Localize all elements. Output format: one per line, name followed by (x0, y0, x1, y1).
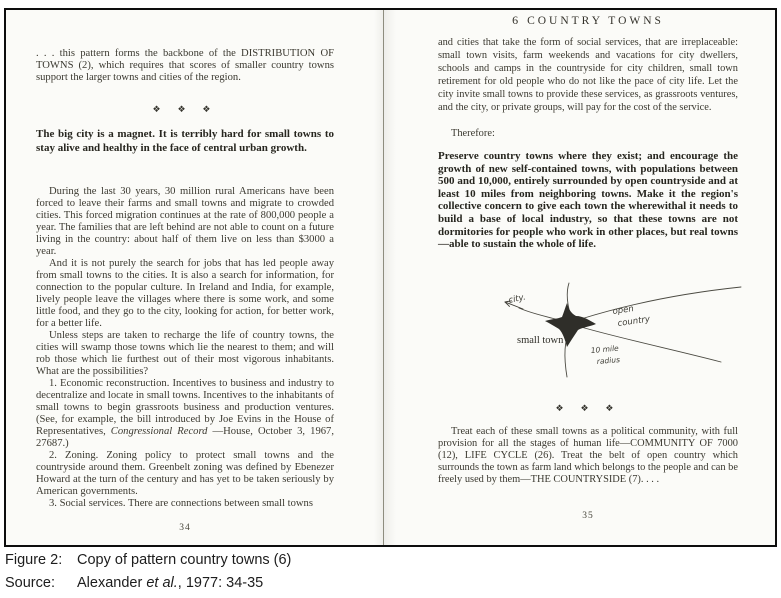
left-page (36, 10, 334, 545)
item-economic-tail: —House, October 3, 1967, 27687.) (36, 426, 334, 449)
paragraph-services: and cities that take the form of social services, that are irreplaceable: small town visits, farm weekends and vacations for city dwellers, schools and camps in the countryside for city children, small town retirement for old people who do not like the pace of city life. Let the city invite small towns to provide these services, as grassroots ventures, and the city, or private groups, will pay for the cost of the service. (438, 37, 738, 113)
diagram-open-country-label-line1: open (612, 304, 635, 317)
book-scan (4, 8, 777, 547)
diagram-open-country-label-line2: country (617, 314, 651, 329)
paragraph-search: And it is not purely the search for jobs that has led people away from small towns to the cities. It is also a search for information, for connection to the popular culture. In Ireland and India, for example, lively people leave the villages where there is some work, and some little food, and they go to the city, looking for action, for better work, for a better life. (36, 258, 334, 329)
item-economic-text: 1. Economic reconstruction. Incentives to business and industry to decentralize and locate in small towns. Incentives to the inhabitants of small towns to begin grassroots business and production ventures. (See, for example, the bill introduced by Joe Evins in the House of Representatives, (36, 378, 334, 437)
numbered-item-zoning: 2. Zoning. Zoning policy to protect small towns and the countryside around them. Greenbelt zoning was defined by Ebenezer Howard at the turn of the century and has yet to be taken seriously by American governments. (36, 450, 334, 497)
source-year-pages: , 1977: 34-35 (177, 575, 264, 591)
closing-paragraph: Treat each of these small towns as a political community, with full provision for all the stages of human life—COMMUNITY OF 7000 (12), LIFE CYCLE (26). Treat the belt of open country which surrounds the town as farm land which belongs to the people and can be freely used by them—THE COUNTRYSIDE (7). . . . (438, 426, 738, 485)
page-gutter-line (383, 10, 384, 545)
running-header (438, 13, 738, 28)
chapter-title: COUNTRY TOWNS (527, 15, 664, 27)
chapter-number: 6 (512, 13, 519, 27)
page-number-34: 34 (179, 523, 191, 533)
figure-caption (5, 552, 745, 598)
pattern-diagram (493, 281, 745, 401)
figure-title: Copy of pattern country towns (6) (77, 552, 292, 568)
caption-figure-row (5, 552, 745, 575)
diagram-city-label: city. (507, 292, 527, 306)
item-economic-italic: Congressional Record (110, 426, 208, 437)
numbered-item-economic (36, 378, 334, 450)
ornament-left: ❖ ❖ ❖ (152, 105, 218, 115)
solution-statement: Preserve country towns where they exist; and encourage the growth of new self-contained towns, with populations between 500 and 10,000, entirely surrounded by open countryside and at least 10 miles from neighboring towns. Make it the region's collective concern to give each town the wherewithal it needs to build a base of local industry, so that these towns are not dormitories for people who work in other places, but real towns—able to sustain the whole of life. (438, 150, 738, 251)
right-page (438, 10, 738, 545)
diagram-radius-label-line2: radius (596, 355, 621, 366)
diagram-small-town-label: small town (517, 335, 564, 346)
source-et-al: et al. (146, 575, 178, 591)
page-gutter-shadow (374, 10, 396, 545)
diagram-radius-label-line1: 10 mile (590, 343, 620, 355)
paragraph-unless: Unless steps are taken to recharge the life of country towns, the cities will swamp those towns which lie the nearest to them; and will rob those which lie furthest out of their most vigorous inhabitants. What are the possibilities? (36, 330, 334, 377)
numbered-item-social: 3. Social services. There are connections between small towns (49, 498, 313, 509)
source-label: Source: (5, 575, 55, 591)
caption-source-row (5, 575, 745, 598)
diagram-sketch (493, 281, 745, 401)
paragraph-migration: During the last 30 years, 30 million rural Americans have been forced to leave their farms and small towns and migrate to crowded cities. This forced migration continues at the rate of 800,000 people a year. The families that are left behind are not able to count on a future living in the country: about half of them live on less than $3000 a year. (36, 186, 334, 257)
intro-paragraph: . . . this pattern forms the backbone of the DISTRIBUTION OF TOWNS (2), which requires that scores of smaller country towns support the larger towns and cities of the region. (36, 48, 334, 83)
page-number-35: 35 (582, 511, 594, 521)
ornament-right: ❖ ❖ ❖ (555, 404, 621, 414)
problem-statement: The big city is a magnet. It is terribly hard for small towns to stay alive and healthy in the face of central urban growth. (36, 128, 334, 154)
figure-label: Figure 2: (5, 552, 63, 568)
therefore-line: Therefore: (451, 128, 495, 139)
source-text (77, 575, 745, 591)
source-authors: Alexander (77, 575, 147, 591)
diagram-roads (519, 283, 741, 377)
